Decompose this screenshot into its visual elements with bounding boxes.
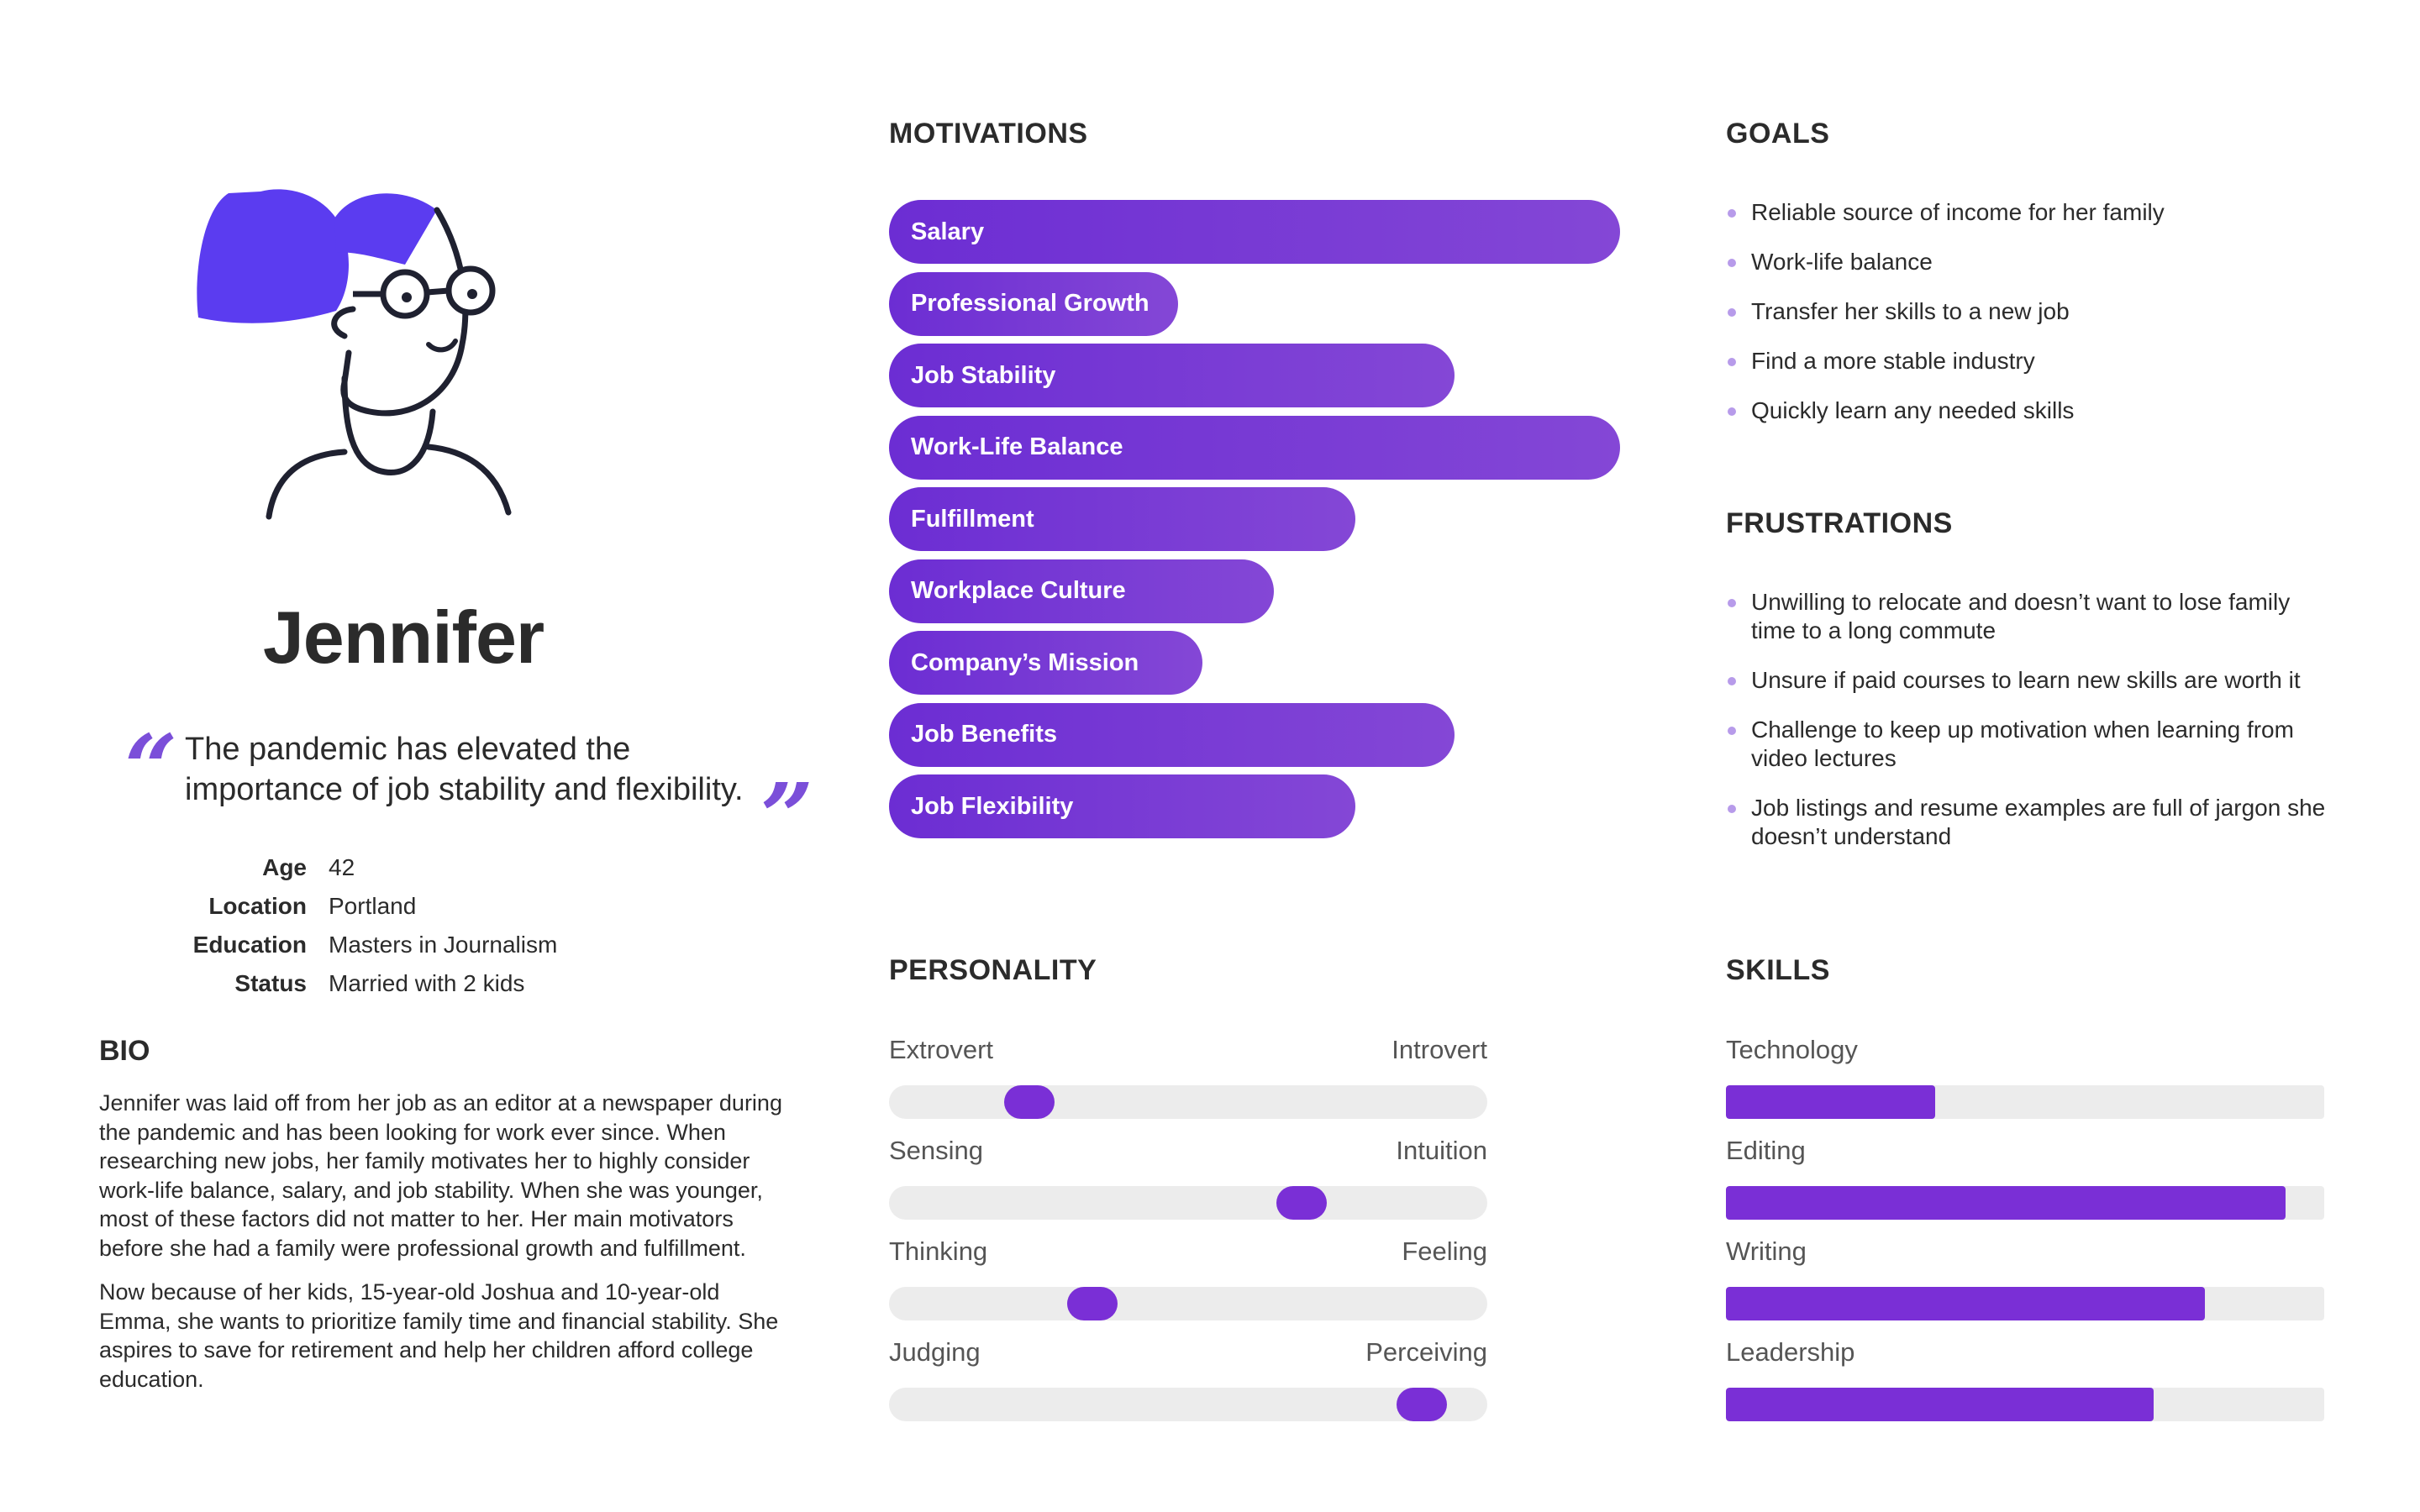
demographic-value: Portland <box>329 893 417 919</box>
trait-judging-perceiving <box>889 1337 1487 1438</box>
eye-right <box>467 289 477 299</box>
skill-track <box>1726 1085 2324 1119</box>
skill-label: Editing <box>1726 1136 1806 1165</box>
motivations-bar-list <box>889 200 1620 847</box>
goal-text: Work-life balance <box>1751 249 1933 275</box>
trait-right-label: Intuition <box>1396 1136 1487 1165</box>
skill-writing <box>1726 1236 2324 1337</box>
ear <box>334 309 353 336</box>
hair-bun <box>334 193 437 265</box>
trait-left-label: Sensing <box>889 1136 984 1165</box>
trait-right-label: Introvert <box>1392 1035 1487 1064</box>
personality-scales <box>889 1035 1487 1438</box>
frustration-item <box>1726 716 2331 773</box>
goals-heading: GOALS <box>1726 118 1830 150</box>
hair-shape <box>197 189 349 323</box>
bullet-dot-icon <box>1728 259 1736 267</box>
motivation-bar-job-flexibility: Job Flexibility <box>889 774 1355 838</box>
motivation-bar-salary: Salary <box>889 200 1620 264</box>
smile <box>429 341 455 349</box>
frustration-item <box>1726 794 2331 851</box>
trait-right-label: Perceiving <box>1365 1337 1487 1367</box>
shoulders <box>269 447 508 517</box>
goal-item <box>1726 248 2331 297</box>
goal-item <box>1726 347 2331 396</box>
bio-heading: BIO <box>99 1035 150 1067</box>
trait-extrovert-introvert <box>889 1035 1487 1136</box>
frustration-item <box>1726 666 2331 695</box>
bullet-dot-icon <box>1728 407 1736 416</box>
motivation-bar-fulfillment: Fulfillment <box>889 487 1355 551</box>
bullet-dot-icon <box>1728 308 1736 317</box>
demographic-label: Status <box>234 970 307 996</box>
goal-text: Reliable source of income for her family <box>1751 199 2165 225</box>
skill-editing <box>1726 1136 2324 1236</box>
goal-item <box>1726 297 2331 347</box>
demographic-label: Education <box>192 932 307 958</box>
motivation-bar-workplace-culture: Workplace Culture <box>889 559 1274 623</box>
persona-name: Jennifer <box>262 596 544 679</box>
bullet-dot-icon <box>1728 677 1736 685</box>
skill-technology <box>1726 1035 2324 1136</box>
skill-label: Leadership <box>1726 1337 1855 1367</box>
frustrations-list <box>1726 588 2331 872</box>
frustration-text: Unwilling to relocate and doesn’t want to lose family time to a long commute <box>1751 589 2291 643</box>
skill-label: Technology <box>1726 1035 1858 1064</box>
demographic-age <box>126 848 731 887</box>
trait-indicator <box>1276 1186 1327 1220</box>
frustration-text: Job listings and resume examples are full of jargon she doesn’t understand <box>1751 795 2326 849</box>
trait-left-label: Judging <box>889 1337 981 1367</box>
skill-label: Writing <box>1726 1236 1807 1266</box>
trait-sensing-intuition <box>889 1136 1487 1236</box>
motivation-bar-work-life-balance: Work-Life Balance <box>889 416 1620 480</box>
demographic-status <box>126 964 731 1003</box>
skill-track <box>1726 1388 2324 1421</box>
demographic-label: Location <box>208 893 307 919</box>
demographics-list <box>126 848 731 1003</box>
skill-track <box>1726 1287 2324 1320</box>
trait-indicator <box>1067 1287 1118 1320</box>
demographic-label: Age <box>262 854 307 880</box>
bullet-dot-icon <box>1728 599 1736 607</box>
motivation-bar-professional-growth: Professional Growth <box>889 272 1178 336</box>
demographic-education <box>126 926 731 964</box>
goal-text: Find a more stable industry <box>1751 348 2035 374</box>
trait-track <box>889 1085 1487 1119</box>
skills-bars <box>1726 1035 2324 1438</box>
frustrations-heading: FRUSTRATIONS <box>1726 507 1953 539</box>
frustration-item <box>1726 588 2331 645</box>
trait-track <box>889 1287 1487 1320</box>
skill-fill <box>1726 1186 2286 1220</box>
bio-paragraph: Jennifer was laid off from her job as an editor at a newspaper during the pandemic and has been looking for work ever since. When researching new jobs, her family motivates her to highly consider work-life balance, salary, and job stability. When she was younger, most of these factors did not matter to her. Her main motivators before she had a family were professional growth and fulfillment. <box>99 1090 782 1261</box>
skill-track <box>1726 1186 2324 1220</box>
skill-fill <box>1726 1388 2154 1421</box>
demographic-value: Masters in Journalism <box>329 932 558 958</box>
skill-leadership <box>1726 1337 2324 1438</box>
trait-right-label: Feeling <box>1402 1236 1487 1266</box>
bio-paragraph: Now because of her kids, 15-year-old Joshua and 10-year-old Emma, she wants to prioritize family time and financial stability. She aspires to save for retirement and help her children afford college education. <box>99 1279 779 1392</box>
trait-left-label: Extrovert <box>889 1035 994 1064</box>
neck <box>345 378 433 472</box>
bullet-dot-icon <box>1728 727 1736 735</box>
goal-text: Transfer her skills to a new job <box>1751 298 2070 324</box>
goals-list <box>1726 198 2331 446</box>
trait-indicator <box>1004 1085 1055 1119</box>
personality-heading: PERSONALITY <box>889 954 1097 986</box>
bullet-dot-icon <box>1728 805 1736 813</box>
goal-item <box>1726 396 2331 446</box>
trait-left-label: Thinking <box>889 1236 988 1266</box>
bullet-dot-icon <box>1728 209 1736 218</box>
persona-quote: The pandemic has elevated the importance of job stability and flexibility. <box>185 732 744 807</box>
demographic-value: 42 <box>329 854 355 880</box>
motivation-bar-job-stability: Job Stability <box>889 344 1455 407</box>
trait-indicator <box>1397 1388 1447 1421</box>
skill-fill <box>1726 1287 2205 1320</box>
motivations-heading: MOTIVATIONS <box>889 118 1088 150</box>
demographic-location <box>126 887 731 926</box>
quote-open-mark: “ <box>124 714 178 822</box>
goal-text: Quickly learn any needed skills <box>1751 397 2075 423</box>
quote-close-mark: ” <box>760 763 814 871</box>
trait-track <box>889 1186 1487 1220</box>
motivation-bar-companys-mission: Company’s Mission <box>889 631 1202 695</box>
eye-left <box>402 292 412 302</box>
trait-track <box>889 1388 1487 1421</box>
frustration-text: Challenge to keep up motivation when learning from video lectures <box>1751 717 2294 771</box>
skills-heading: SKILLS <box>1726 954 1830 986</box>
motivation-bar-job-benefits: Job Benefits <box>889 703 1455 767</box>
frustration-text: Unsure if paid courses to learn new skills are worth it <box>1751 667 2301 693</box>
goal-item <box>1726 198 2331 248</box>
demographic-value: Married with 2 kids <box>329 970 525 996</box>
trait-thinking-feeling <box>889 1236 1487 1337</box>
skill-fill <box>1726 1085 1935 1119</box>
bio-text <box>99 1089 797 1409</box>
bullet-dot-icon <box>1728 358 1736 366</box>
persona-avatar-illustration <box>185 185 555 521</box>
